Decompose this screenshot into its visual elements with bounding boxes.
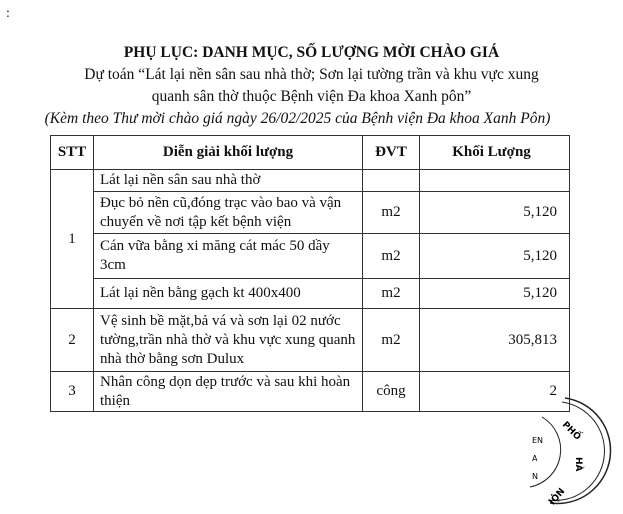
cell-description: Lát lại nền sân sau nhà thờ: [94, 170, 363, 192]
table-row: [51, 170, 570, 192]
official-stamp: [490, 395, 620, 510]
cell-quantity: 2: [420, 372, 570, 412]
cell-unit: m2: [363, 279, 420, 309]
table-row: [51, 192, 570, 234]
cell-stt: 1: [51, 170, 94, 309]
cell-description: Lát lại nền bằng gạch kt 400x400: [94, 279, 363, 309]
table-row: [51, 279, 570, 309]
attachment-note: (Kèm theo Thư mời chào giá ngày 26/02/2025 của Bệnh viện Đa khoa Xanh Pôn): [44, 110, 551, 127]
cell-unit: m2: [363, 192, 420, 234]
cell-quantity: 5,120: [420, 192, 570, 234]
table-row: [51, 309, 570, 372]
header-quantity: Khối Lượng: [420, 136, 570, 170]
cell-unit: m2: [363, 234, 420, 279]
cell-description: Nhân công dọn dẹp trước và sau khi hoàn thiện: [94, 372, 363, 412]
cell-quantity: 5,120: [420, 234, 570, 279]
cell-quantity: 5,120: [420, 279, 570, 309]
cell-unit: công: [363, 372, 420, 412]
header-description: Diễn giải khối lượng: [94, 136, 363, 170]
cell-stt: 2: [51, 309, 94, 372]
cell-quantity: [420, 170, 570, 192]
cell-description: Vệ sinh bề mặt,bả vá và sơn lại 02 nước tường,trần nhà thờ và khu vực xung quanh nhà thờ bằng sơn Dulux: [94, 309, 363, 372]
cell-unit: [363, 170, 420, 192]
cell-unit: m2: [363, 309, 420, 372]
cell-description: Đục bỏ nền cũ,đóng trạc vào bao và vận chuyển về nơi tập kết bệnh viện: [94, 192, 363, 234]
table-header-row: [51, 136, 570, 170]
svg-text:NỘI: NỘI: [545, 485, 566, 506]
quantity-table: [50, 135, 570, 412]
svg-text:HÀ: HÀ: [573, 457, 583, 472]
cell-stt: 3: [51, 372, 94, 412]
cell-quantity: 305,813: [420, 309, 570, 372]
cell-description: Cán vữa bằng xi măng cát mác 50 dầy 3cm: [94, 234, 363, 279]
subtitle-line-1: Dự toán “Lát lại nền sân sau nhà thờ; Sơn lại tường trần và khu vực xung: [84, 66, 539, 83]
header-stt: STT: [51, 136, 94, 170]
svg-text:A: A: [532, 454, 538, 463]
margin-mark: :: [6, 6, 10, 21]
svg-text:PHỐ: PHỐ: [559, 420, 583, 443]
svg-text:N: N: [532, 472, 538, 481]
table-row: [51, 234, 570, 279]
page-title: PHỤ LỤC: DANH MỤC, SỐ LƯỢNG MỜI CHÀO GIÁ: [123, 44, 500, 61]
header-unit: ĐVT: [363, 136, 420, 170]
svg-text:EN: EN: [532, 436, 544, 445]
subtitle-line-2: quanh sân thờ thuộc Bệnh viện Đa khoa Xanh pôn”: [151, 88, 472, 105]
